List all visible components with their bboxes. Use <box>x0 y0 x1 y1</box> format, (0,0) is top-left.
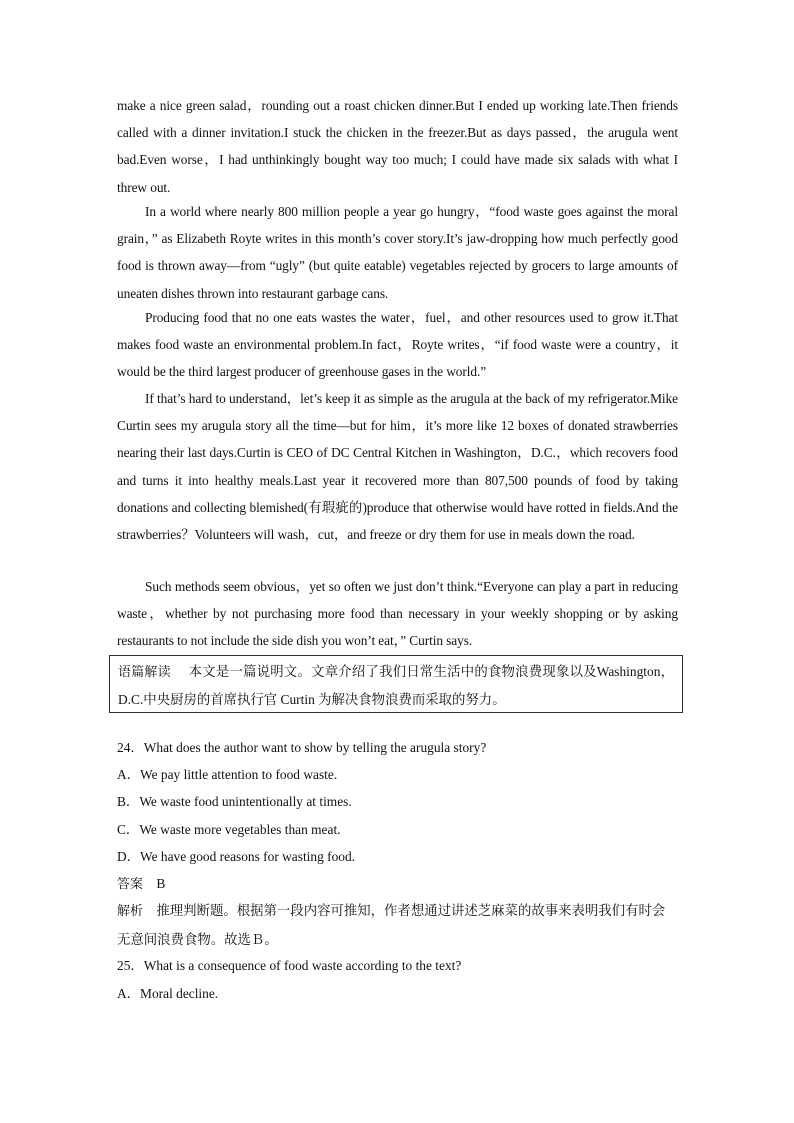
q24-option-c: C．We waste more vegetables than meat. <box>117 822 341 837</box>
q24-option-b: B．We waste food unintentionally at times. <box>117 794 352 809</box>
question-25: 25．What is a consequence of food waste according to the text? <box>117 958 462 973</box>
summary-text: 本文是一篇说明文。文章介绍了我们日常生活中的食物浪费现象以及Washington，D.C.中央厨房的首席执行官 Curtin 为解决食物浪费而采取的努力。 <box>118 664 674 707</box>
paragraph-3: Producing food that no one eats wastes the water，fuel，and other resources used to grow it.That makes food waste an environmental problem.In fact，Royte writes，“if food waste were a country，it would be the third largest producer of greenhouse gases in the world.” <box>117 310 678 380</box>
summary-label: 语篇解读 <box>118 665 171 680</box>
summary-box <box>109 655 683 713</box>
q24-option-d: D．We have good reasons for wasting food. <box>117 849 356 864</box>
q25-option-a: A．Moral decline. <box>117 986 219 1001</box>
answer-label: 答案 <box>117 877 144 892</box>
paragraph-2: In a world where nearly 800 million people a year go hungry，“food waste goes against the moral grain，” as Elizabeth Royte writes in this month’s cover story.It’s jaw-dropping how much perfectly good food is thrown away—from “ugly” (but quite eatable) vegetables rejected by grocers to large amounts of uneaten dishes thrown into restaurant garbage cans. <box>117 204 678 301</box>
summary-content <box>118 658 674 713</box>
paragraph-4: If that’s hard to understand，let’s keep it as simple as the arugula at the back of my refrigerator.Mike Curtin sees my arugula story all the time—but for him，it’s more like 12 boxes of donated strawberries nearing their last days.Curtin is CEO of DC Central Kitchen in Washington，D.C.，which recovers food and turns it into healthy meals.Last year it recovered more than 807,500 pounds of food by taking donations and collecting blemished(有瑕疵的)produce that otherwise would have rotted in fields.And the strawberries？Volunteers will wash，cut，and freeze or dry them for use in meals down the road. <box>117 391 678 543</box>
paragraph-1: make a nice green salad，rounding out a roast chicken dinner.But I ended up working late.Then friends called with a dinner invitation.I stuck the chicken in the freezer.But as days passed，the arugula went bad.Even worse，I had unthinkingly bought way too much; I could have made six salads with what I threw out. <box>117 98 678 195</box>
q24-answer <box>117 870 165 898</box>
question-24: 24．What does the author want to show by telling the arugula story? <box>117 740 487 755</box>
q24-analysis <box>117 897 678 953</box>
analysis-label: 解析 <box>117 904 144 919</box>
answer-value: B <box>156 876 166 891</box>
q24-option-a: A．We pay little attention to food waste. <box>117 767 338 782</box>
analysis-text: 推理判断题。根据第一段内容可推知，作者想通过讲述芝麻菜的故事来表明我们有时会无意间浪费食物。故选Ｂ。 <box>117 903 666 947</box>
paragraph-5: Such methods seem obvious，yet so often we just don’t think.“Everyone can play a part in reducing waste，whether by not purchasing more food than necessary in your weekly shopping or by asking restaurants to not include the side dish you won’t eat，” Curtin says. <box>117 579 678 649</box>
